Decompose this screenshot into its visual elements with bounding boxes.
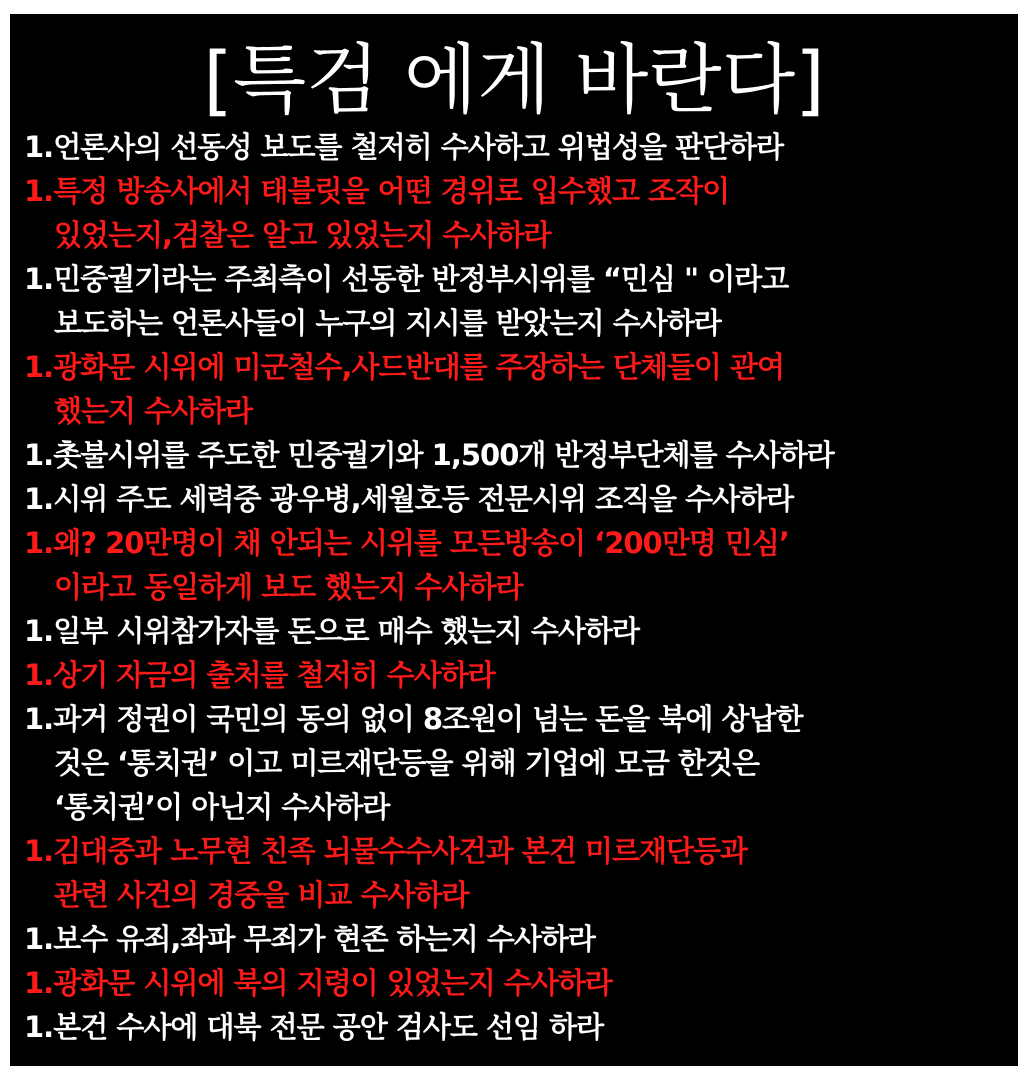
demand-item-line: ‘통치권’이 아닌지 수사하라	[54, 790, 390, 824]
demand-item-line: 1.일부 시위참가자를 돈으로 매수 했는지 수사하라	[24, 614, 639, 648]
demand-item	[24, 125, 1014, 169]
demand-item-line: 1.광화문 시위에 미군철수,사드반대를 주장하는 단체들이 관여	[24, 350, 785, 384]
demand-item-line: 보도하는 언론사들이 누구의 지시를 받았는지 수사하라	[54, 306, 721, 340]
demand-item	[24, 653, 1014, 697]
demand-item-line: 1.과거 정권이 국민의 동의 없이 8조원이 넘는 돈을 북에 상납한	[24, 702, 803, 736]
demand-item-line: 관련 사건의 경중을 비교 수사하라	[54, 878, 469, 912]
demand-item	[24, 521, 1014, 609]
demand-item	[24, 697, 1014, 829]
demand-item	[24, 169, 1014, 257]
demand-item-line: 1.보수 유죄,좌파 무죄가 현존 하는지 수사하라	[24, 922, 595, 956]
poster	[10, 14, 1018, 1066]
demand-list	[24, 125, 1014, 1049]
demand-item-line: 1.상기 자금의 출처를 철저히 수사하라	[24, 658, 495, 692]
demand-item	[24, 477, 1014, 521]
demand-item-line: 1.김대중과 노무현 친족 뇌물수수사건과 본건 미르재단등과	[24, 834, 748, 868]
demand-item-line: 것은 ‘통치권’ 이고 미르재단등을 위해 기업에 모금 한것은	[54, 746, 760, 780]
demand-item-line: 1.민중궐기라는 주최측이 선동한 반정부시위를 “민심 " 이라고	[24, 262, 789, 296]
demand-item-line: 1.촛불시위를 주도한 민중궐기와 1,500개 반정부단체를 수사하라	[24, 438, 834, 472]
demand-item	[24, 345, 1014, 433]
demand-item-line: 1.특정 방송사에서 태블릿을 어떤 경위로 입수했고 조작이	[24, 174, 730, 208]
demand-item	[24, 257, 1014, 345]
demand-item-line: 이라고 동일하게 보도 했는지 수사하라	[54, 570, 523, 604]
demand-item-line: 1.왜? 20만명이 채 안되는 시위를 모든방송이 ‘200만명 민심’	[24, 526, 789, 560]
demand-item	[24, 961, 1014, 1005]
demand-item	[24, 917, 1014, 961]
demand-item	[24, 829, 1014, 917]
demand-item-line: 1.본건 수사에 대북 전문 공안 검사도 선임 하라	[24, 1010, 604, 1044]
demand-item	[24, 1005, 1014, 1049]
demand-item-line: 1.광화문 시위에 북의 지령이 있었는지 수사하라	[24, 966, 612, 1000]
demand-item-line: 1.언론사의 선동성 보도를 철저히 수사하고 위법성을 판단하라	[24, 130, 784, 164]
demand-item	[24, 433, 1014, 477]
demand-item-line: 1.시위 주도 세력중 광우병,세월호등 전문시위 조직을 수사하라	[24, 482, 794, 516]
demand-item-line: 있었는지,검찰은 알고 있었는지 수사하라	[54, 218, 551, 252]
demand-item-line: 했는지 수사하라	[54, 394, 253, 428]
poster-title: [특검 에게 바란다]	[203, 35, 825, 124]
demand-item	[24, 609, 1014, 653]
